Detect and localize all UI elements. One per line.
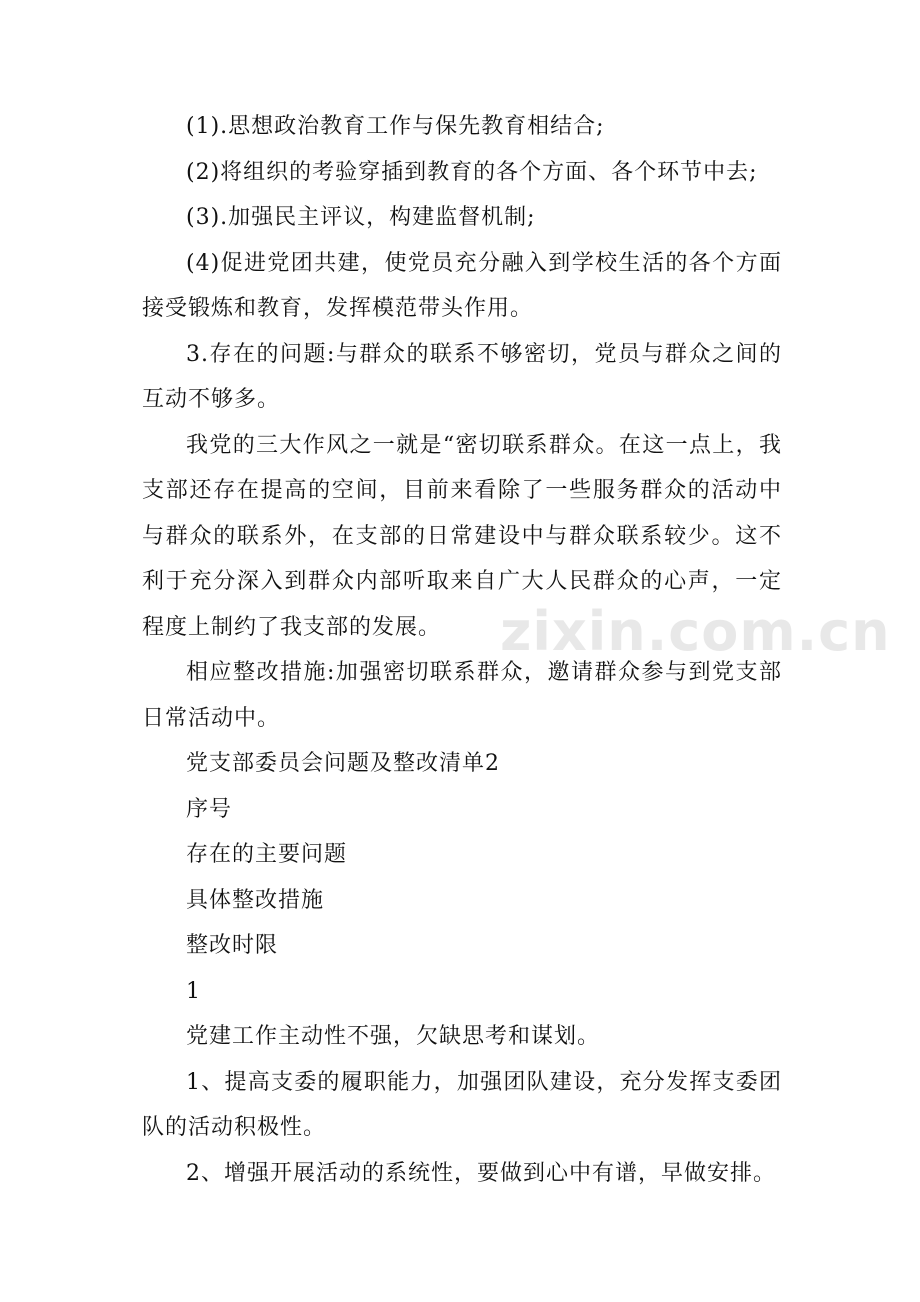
paragraph-3: (3).加强民主评议，构建监督机制; xyxy=(186,205,536,230)
paragraph-7: 相应整改措施:加强密切联系群众，邀请群众参与到党支部日常活动中。 xyxy=(142,660,782,731)
paragraph-2: (2)将组织的考验穿插到教育的各个方面、各个环节中去; xyxy=(186,159,758,185)
table-cell-measure-1: 1、提高支委的履职能力，加强团队建设，充分发挥支委团队的活动积极性。 xyxy=(142,1069,782,1140)
paragraph-6: 我党的三大作风之一就是“密切联系群众。在这一点上，我支部还存在提高的空间，目前来看除了一些服务群众的活动中与群众的联系外，在支部的日常建设中与群众联系较少。这不利于充分深入到群众内部听取来自广大人民群众的心声，一定程度上制约了我支部的发展。 xyxy=(142,432,782,640)
table-header-problem: 存在的主要问题 xyxy=(186,842,348,867)
table-header-serial: 序号 xyxy=(186,796,233,822)
table-header-measures: 具体整改措施 xyxy=(186,887,325,913)
section-title: 党支部委员会问题及整改清单2 xyxy=(186,751,500,776)
watermark: zixin.com.cn xyxy=(500,600,891,663)
table-cell-serial: 1 xyxy=(186,978,201,1004)
document-body xyxy=(142,104,782,1196)
table-header-deadline: 整改时限 xyxy=(186,933,279,958)
paragraph-5: 3.存在的问题:与群众的联系不够密切，党员与群众之间的互动不够多。 xyxy=(142,341,782,412)
paragraph-4: (4)促进党团共建，使党员充分融入到学校生活的各个方面接受锻炼和教育，发挥模范带头作用。 xyxy=(142,250,782,321)
table-cell-measure-2: 2、增强开展活动的系统性，要做到心中有谱，早做安排。 xyxy=(186,1160,776,1186)
paragraph-1: (1).思想政治教育工作与保先教育相结合; xyxy=(186,114,605,139)
table-cell-problem: 党建工作主动性不强，欠缺思考和谋划。 xyxy=(186,1024,601,1049)
